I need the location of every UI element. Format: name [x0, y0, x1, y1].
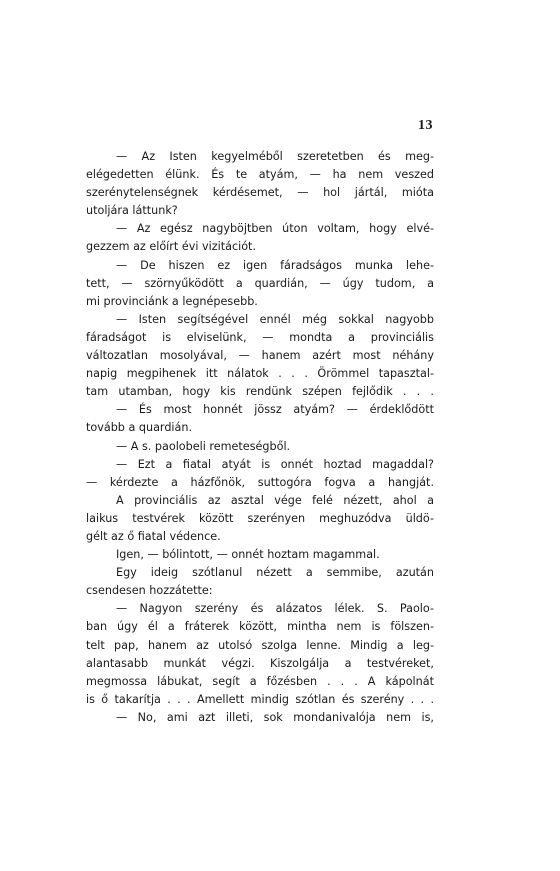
text-line: Igen, — bólintott, — onnét hoztam magammal. [116, 548, 380, 562]
text-line: — A s. paolobeli remeteségből. [116, 439, 291, 453]
text-line: gezzem az előírt évi vizitációt. [86, 240, 257, 254]
text-line: Egy ideig szótlanul nézett a semmibe, azután [116, 566, 434, 580]
text-line: tett, — szörnyűködött a quardián, — úgy tudom, a [86, 276, 434, 290]
text-line: is ő takarítja . . . Amellett mindig szótlan és szerény . . . [86, 692, 434, 706]
text-line: csendesen hozzátette: [86, 584, 213, 598]
text-line: telt pap, hanem az utolsó szolga lenne. Mindig a leg- [86, 638, 434, 652]
text-line: — De hiszen ez igen fáradságos munka lehe- [116, 258, 434, 272]
text-line: — Az Isten kegyelméből szeretetben és meg- [116, 150, 434, 163]
text-line: — Ezt a fiatal atyát is onnét hoztad magaddal? [116, 457, 434, 471]
text-line: napig megpihenek itt nálatok . . . Örömmel tapasztal- [86, 367, 434, 381]
text-line: gélt az ő fiatal védence. [86, 529, 221, 543]
text-line: megmossa lábukat, segít a főzésben . . . A kápolnát [86, 674, 434, 688]
text-line: — És most honnét jössz atyám? — érdeklődött [116, 403, 434, 417]
text-line: ban úgy él a fráterek között, mintha nem is fölszen- [86, 620, 434, 634]
text-line: — Nagyon szerény és alázatos lélek. S. Paolo- [116, 602, 434, 616]
text-line: — Isten segítségével ennél még sokkal nagyobb [116, 312, 434, 326]
text-line: mi provinciánk a legnépesebb. [86, 294, 258, 308]
text-line: fáradságot is elviselünk, — mondta a provinciális [86, 330, 434, 344]
page-number: 13 [418, 118, 433, 133]
text-line: alantasabb munkát végzi. Kiszolgálja a testvéreket, [86, 656, 434, 670]
text-line: változatlan mosolyával, — hanem azért most néhány [86, 349, 434, 363]
text-line: — Az egész nagyböjtben úton voltam, hogy elvé- [116, 222, 434, 236]
text-line: — kérdezte a házfőnök, suttogóra fogva a hangját. [86, 475, 434, 489]
body-text [86, 148, 434, 727]
text-line: utoljára láttunk? [86, 204, 178, 218]
text-line: szerénytelenségnek kérdésemet, — hol jártál, mióta [86, 186, 434, 200]
text-line: — No, ami azt illeti, sok mondanivalója nem is, [116, 710, 434, 724]
text-line: A provinciális az asztal vége felé nézett, ahol a [116, 493, 434, 507]
text-line: tam utamban, hogy kis rendünk szépen fejlődik . . . [86, 385, 434, 399]
text-line: laikus testvérek között szerényen meghuzódva üldö- [86, 511, 434, 525]
text-line: tovább a quardián. [86, 421, 193, 435]
text-line: elégedetten élünk. És te atyám, — ha nem veszed [86, 168, 434, 182]
